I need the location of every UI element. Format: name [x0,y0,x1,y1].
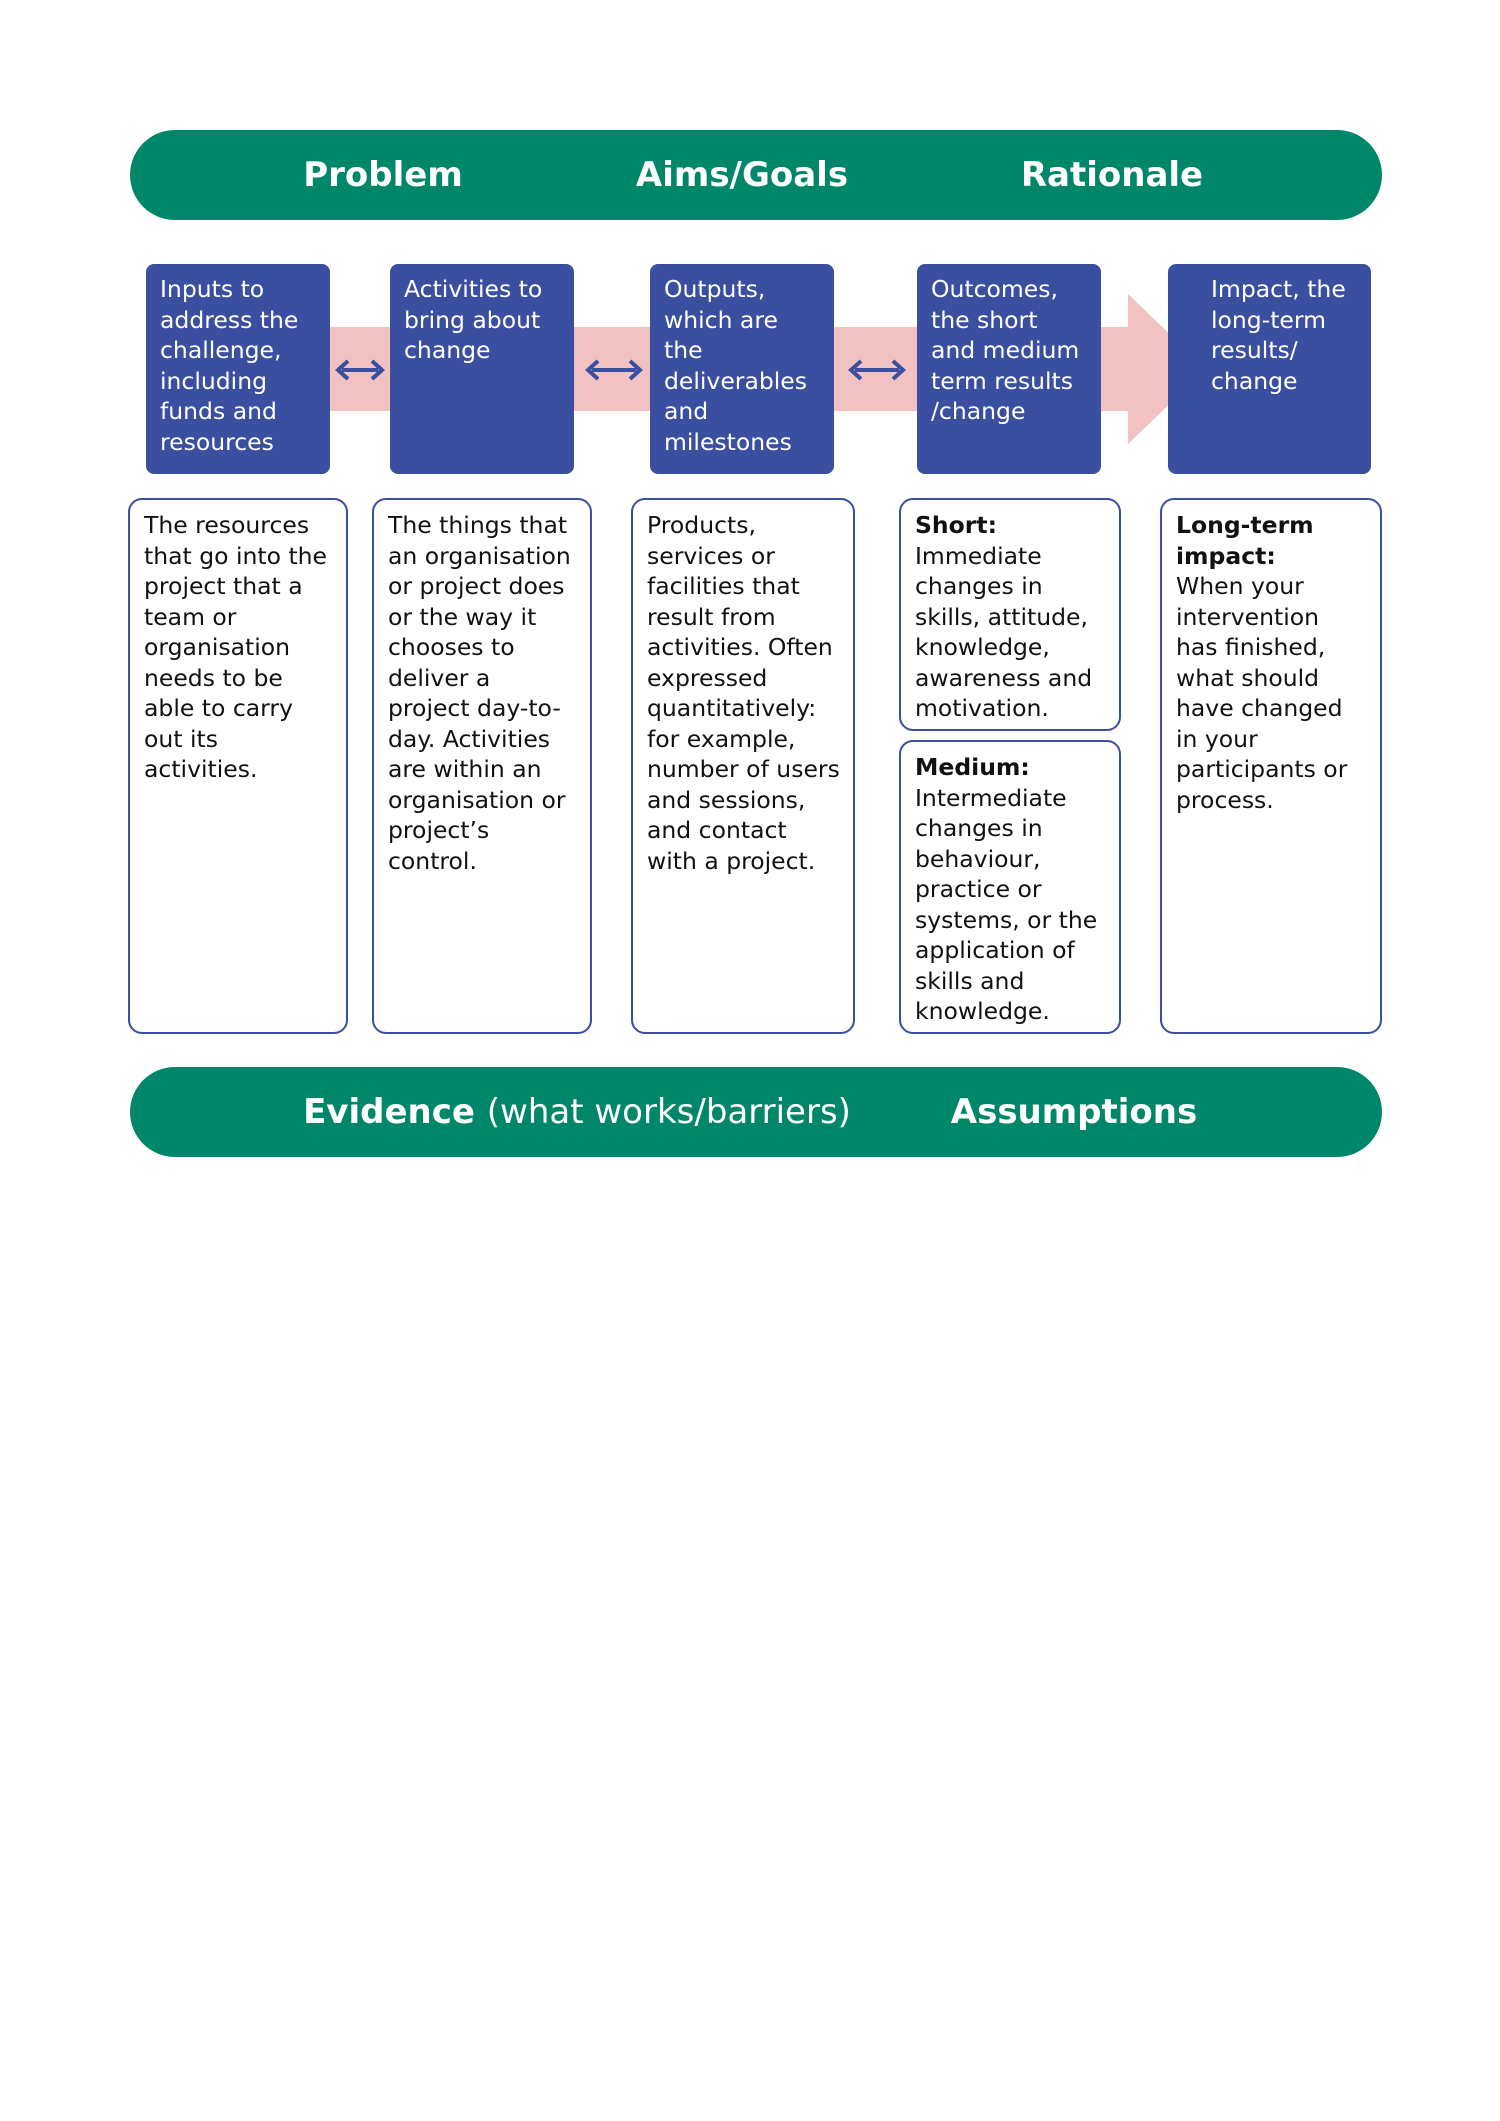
aims-goals-label: Aims/Goals [635,155,849,195]
inputs-description: The resources that go into the project that a team or organisation needs to be able to carry out its activities. [128,498,348,1034]
evidence-bold: Evidence [303,1092,475,1132]
short-text: Immediate changes in skills, attitude, knowledge, awareness and motivation. [915,541,1093,722]
stage-activities: Activities to bring about change [390,264,574,474]
header-bar [130,130,1382,220]
medium-label: Medium: [915,753,1030,781]
problem-label: Problem [303,155,463,195]
medium-outcome-card [899,740,1121,1034]
impact-label: Long-term impact: [1176,511,1314,570]
stage-outputs: Outputs, which are the deliverables and milestones [650,264,834,474]
activities-description: The things that an organisation or project does or the way it chooses to deliver a project day-to-day. Activities are within an organisation or project’s control. [372,498,592,1034]
stage-outcomes: Outcomes, the short and medium term results /change [917,264,1101,474]
medium-text: Intermediate changes in behaviour, practice or systems, or the application of skills and knowledge. [915,783,1098,1025]
impact-text: When your intervention has finished, what should have changed in your participants or process. [1176,572,1348,814]
double-arrow-icon [584,355,644,385]
impact-description [1160,498,1382,1034]
assumptions-label: Assumptions [950,1092,1198,1132]
short-label: Short: [915,511,998,539]
evidence-label [303,1067,851,1157]
evidence-note: (what works/barriers) [486,1092,851,1132]
outputs-description: Products, services or facilities that result from activities. Often expressed quantitatively: for example, number of users and sessions, and contact with a project. [631,498,855,1034]
stage-impact: Impact, the long-term results/ change [1168,264,1371,474]
rationale-label: Rationale [1020,155,1204,195]
footer-bar [130,1067,1382,1157]
double-arrow-icon [334,355,386,385]
double-arrow-icon [847,355,907,385]
short-outcome-card [899,498,1121,731]
stage-inputs: Inputs to address the challenge, including funds and resources [146,264,330,474]
